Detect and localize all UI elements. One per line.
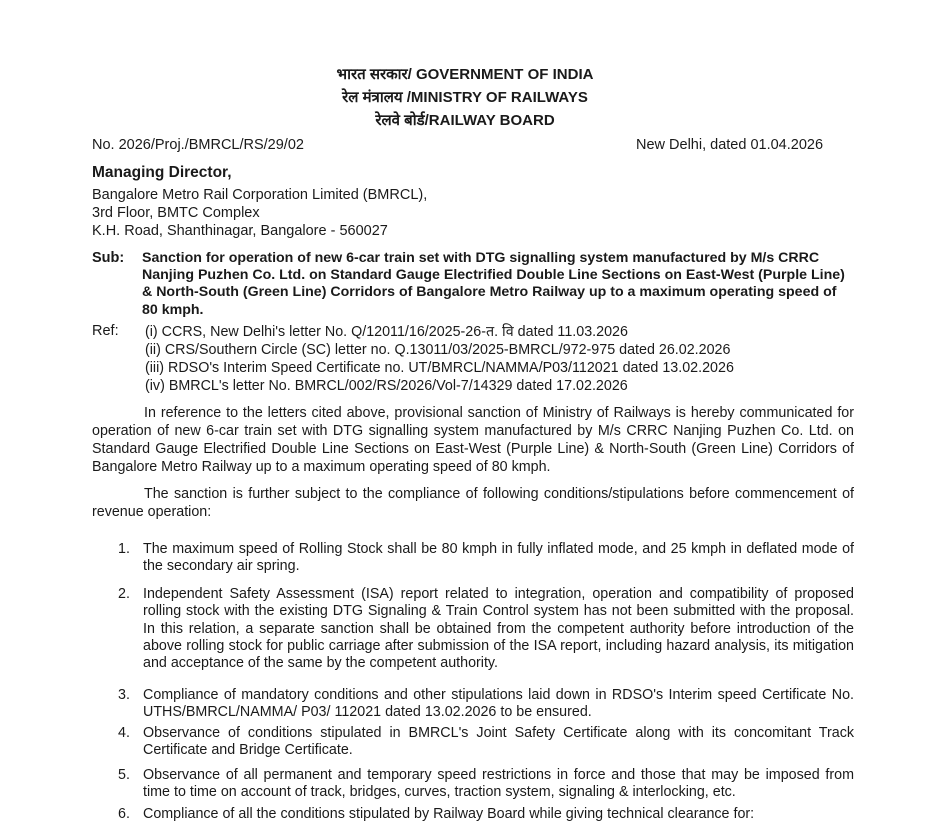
letter-date: New Delhi, dated 01.04.2026	[636, 137, 824, 153]
condition-number: 1.	[118, 541, 130, 557]
header-government: भारत सरकार/ GOVERNMENT OF INDIA	[336, 66, 594, 83]
condition-text: Observance of all permanent and temporary speed restrictions in force and those that may be imposed from time to time on account of track, bridges, curves, traction system, signaling & interlocking, etc.	[143, 767, 854, 801]
addressee-line: K.H. Road, Shanthinagar, Bangalore - 560027	[92, 223, 388, 239]
letter-number: No. 2026/Proj./BMRCL/RS/29/02	[92, 137, 304, 153]
reference-label: Ref:	[92, 323, 119, 339]
body-paragraph: The sanction is further subject to the compliance of following conditions/stipulations before commencement of revenue operation:	[92, 486, 854, 520]
addressee-title: Managing Director,	[92, 164, 232, 181]
reference-item: (iii) RDSO's Interim Speed Certificate no. UT/BMRCL/NAMMA/P03/112021 dated 13.02.2026	[145, 360, 734, 376]
reference-item: (iv) BMRCL's letter No. BMRCL/002/RS/2026/Vol-7/14329 dated 17.02.2026	[145, 378, 628, 394]
condition-number: 2.	[118, 586, 130, 602]
condition-number: 4.	[118, 725, 130, 741]
addressee-line: Bangalore Metro Rail Corporation Limited (BMRCL),	[92, 187, 428, 203]
header-ministry: रेल मंत्रालय /MINISTRY OF RAILWAYS	[342, 89, 588, 106]
condition-text: Observance of conditions stipulated in BMRCL's Joint Safety Certificate along with its concomitant Track Certificate and Bridge Certificate.	[143, 725, 854, 759]
condition-text: Independent Safety Assessment (ISA) report related to integration, operation and compatibility of proposed rolling stock with the existing DTG Signaling & Train Control system has not been submitted with the proposal. In this relation, a separate sanction shall be obtained from the competent authority before introduction of the above rolling stock for public carriage after submission of the ISA report, including hazard analysis, its mitigation and acceptance of the same by the competent authority.	[143, 586, 854, 672]
condition-text: Compliance of all the conditions stipulated by Railway Board while giving technical clearance for:	[143, 806, 755, 822]
condition-number: 6.	[118, 806, 130, 822]
condition-number: 5.	[118, 767, 130, 783]
reference-item: (ii) CRS/Southern Circle (SC) letter no. Q.13011/03/2025-BMRCL/972-975 dated 26.02.2026	[145, 342, 731, 358]
condition-number: 3.	[118, 687, 130, 703]
addressee-line: 3rd Floor, BMTC Complex	[92, 205, 260, 221]
condition-text: The maximum speed of Rolling Stock shall be 80 kmph in fully inflated mode, and 25 kmph in deflated mode of the secondary air spring.	[143, 541, 854, 575]
subject-text: Sanction for operation of new 6-car train set with DTG signalling system manufactured by M/s CRRC Nanjing Puzhen Co. Ltd. on Standard Gauge Electrified Double Line Sections on East-West (Purple Line) & North-South (Green Line) Corridors of Bangalore Metro Railway up to a maximum operating speed of 80 kmph.	[142, 250, 845, 318]
body-paragraph: In reference to the letters cited above, provisional sanction of Ministry of Railways is hereby communicated for operation of new 6-car train set with DTG signalling system manufactured by M/s CRRC Nanjing Puzhen Co. Ltd. on Standard Gauge Electrified Double Line Sections on East-West (Purple Line) & North-South (Green Line) Corridors of Bangalore Metro Railway up to a maximum operating speed of 80 kmph.	[92, 405, 854, 475]
header-board: रेलवे बोर्ड/RAILWAY BOARD	[375, 112, 555, 129]
subject-label: Sub:	[92, 250, 125, 266]
condition-text: Compliance of mandatory conditions and other stipulations laid down in RDSO's Interim speed Certificate No. UTHS/BMRCL/NAMMA/ P03/ 112021 dated 13.02.2026 to be ensured.	[143, 687, 854, 721]
reference-item: (i) CCRS, New Delhi's letter No. Q/12011/16/2025-26-त. वि dated 11.03.2026	[145, 324, 628, 340]
